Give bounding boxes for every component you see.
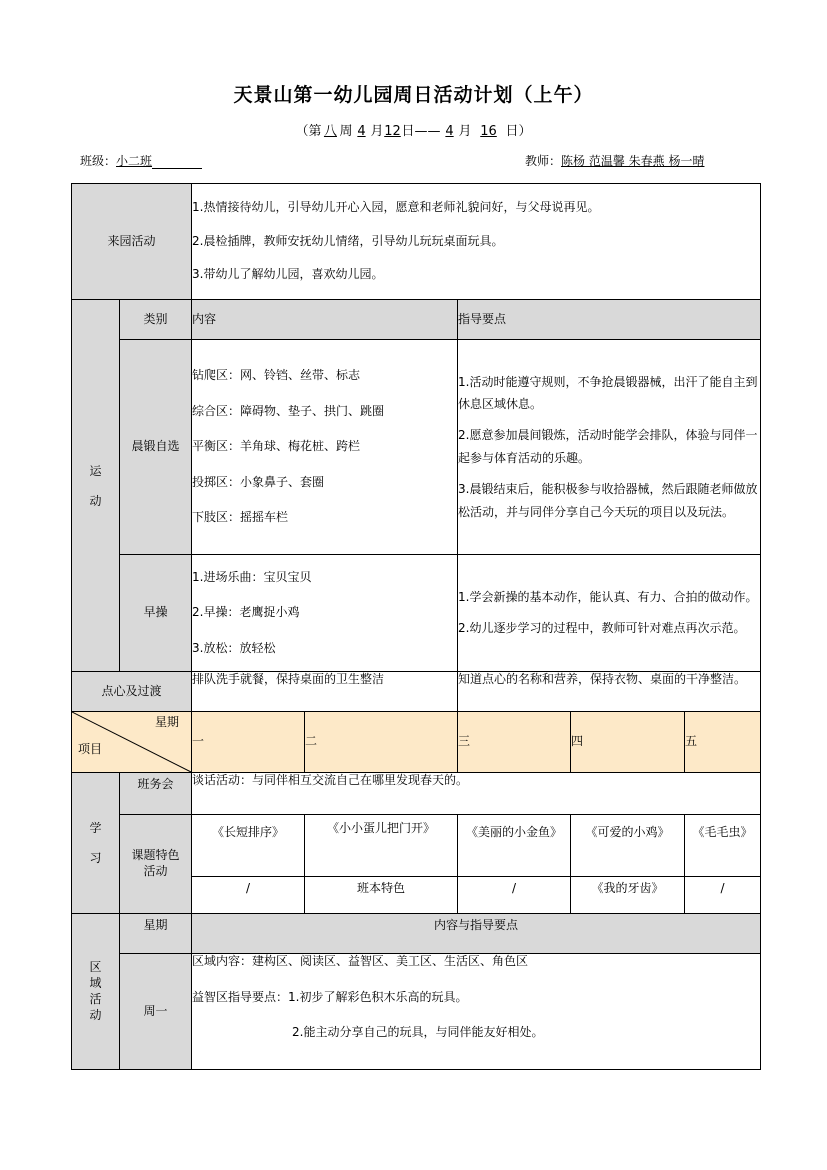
- zone-item: 平衡区：羊角球、梅花桩、跨栏: [192, 439, 361, 454]
- monday-label: 周一: [120, 954, 192, 1070]
- morning-exercise-label: 晨锻自选: [120, 340, 192, 555]
- snack-content: 排队洗手就餐，保持桌面的卫生整洁: [192, 672, 458, 712]
- teacher-info: [525, 152, 704, 169]
- class-label: 班级：: [80, 154, 117, 168]
- drill-item: 2.早操：老鹰捉小鸡: [192, 605, 300, 620]
- arrival-item: 1.热情接待幼儿，引导幼儿开心入园，愿意和老师礼貌问好，与父母说再见。: [192, 200, 600, 215]
- area-content-header: 内容与指导要点: [192, 914, 761, 954]
- class-underline: [152, 156, 202, 169]
- monday-content: [192, 954, 761, 1070]
- class-meeting-row: [72, 773, 761, 815]
- theme-topic: 《长短排序》: [192, 815, 305, 877]
- page-title: 天景山第一幼儿园周日活动计划（上午）: [233, 84, 594, 106]
- class-meeting-content: 谈话活动：与同伴相互交流自己在哪里发现春天的。: [192, 773, 761, 815]
- morning-exercise-points: [458, 340, 761, 555]
- area-line: 2.能主动分享自己的玩具，与同伴能友好相处。: [292, 1025, 544, 1040]
- theme-feature: /: [192, 877, 305, 914]
- theme-topic-row: [72, 815, 761, 877]
- morning-exercise-content: [192, 340, 458, 555]
- snack-row: [72, 672, 761, 712]
- sport-header-row: [72, 300, 761, 340]
- arrival-item: 3.带幼儿了解幼儿园，喜欢幼儿园。: [192, 267, 384, 282]
- week-header-row: [72, 712, 761, 773]
- end-month-suffix: 月: [458, 124, 472, 139]
- date-open: （第: [295, 124, 322, 139]
- theme-feature: /: [685, 877, 761, 914]
- area-line: 益智区指导要点：1.初步了解彩色积木乐高的玩具。: [192, 989, 468, 1004]
- class-info: [80, 152, 202, 169]
- day-header: 二: [305, 712, 458, 773]
- area-monday-row: [72, 954, 761, 1070]
- start-month-suffix: 月: [370, 124, 384, 139]
- theme-topic: 《美丽的小金鱼》: [458, 815, 571, 877]
- area-header-row: [72, 914, 761, 954]
- theme-topic: 《可爱的小鸡》: [571, 815, 685, 877]
- start-day-suffix: 日——: [401, 124, 441, 139]
- arrival-item: 2.晨检插牌，教师安抚幼儿情绪，引导幼儿玩玩桌面玩具。: [192, 233, 504, 248]
- day-header: 五: [685, 712, 761, 773]
- week-suffix: 周: [339, 124, 353, 139]
- item-label: 项目: [78, 742, 103, 757]
- day-header: 一: [192, 712, 305, 773]
- theme-feature: /: [458, 877, 571, 914]
- morning-drill-content: [192, 555, 458, 672]
- point-item: 1.学会新操的基本动作，能认真、有力、合拍的做动作。: [458, 590, 758, 605]
- theme-label: 课题特色活动: [120, 815, 192, 914]
- point-item: 3.晨锻结束后，能积极参与收拾器械，然后跟随老师做放松活动，并与同伴分享自己今天玩的项目以及玩法。: [458, 481, 758, 519]
- sport-group-label: [72, 300, 120, 672]
- zone-item: 投掷区：小象鼻子、套圈: [192, 474, 325, 489]
- arrival-row: [72, 184, 761, 300]
- theme-topic: 《小小蛋儿把门开》: [305, 815, 458, 877]
- sport-group-text: 运动: [89, 463, 102, 508]
- week-number: 八: [323, 124, 337, 139]
- area-group-label: [72, 914, 120, 1070]
- area-group-text: 区域活动: [89, 960, 102, 1023]
- point-item: 2.幼儿逐步学习的过程中，教师可针对难点再次示范。: [458, 621, 746, 635]
- zone-item: 下肢区：摇摇车栏: [192, 510, 289, 525]
- start-day: 12: [384, 124, 401, 139]
- class-meeting-label: 班务会: [120, 773, 192, 815]
- area-weekday-header: 星期: [120, 914, 192, 954]
- theme-feature: 《我的牙齿》: [571, 877, 685, 914]
- plan-table: [71, 183, 761, 1070]
- study-group-text: 学习: [89, 821, 102, 865]
- arrival-content: [192, 184, 761, 300]
- snack-points: 知道点心的名称和营养，保持衣物、桌面的干净整洁。: [458, 672, 761, 712]
- end-day-suffix: 日）: [505, 124, 532, 139]
- drill-item: 1.进场乐曲：宝贝宝贝: [192, 569, 312, 584]
- day-header: 三: [458, 712, 571, 773]
- drill-item: 3.放松：放轻松: [192, 640, 276, 655]
- morning-drill-row: [72, 555, 761, 672]
- weekday-label: 星期: [155, 715, 180, 729]
- category-header: 类别: [120, 300, 192, 340]
- class-value: 小二班: [116, 154, 153, 168]
- morning-drill-points: [458, 555, 761, 672]
- morning-drill-label: 早操: [120, 555, 192, 672]
- area-line: 区域内容：建构区、阅读区、益智区、美工区、生活区、角色区: [192, 954, 529, 968]
- point-item: 1.活动时能遵守规则，不争抢晨锻器械，出汗了能自主到休息区域休息。: [458, 374, 758, 412]
- morning-exercise-row: [72, 340, 761, 555]
- theme-topic: 《毛毛虫》: [685, 815, 761, 877]
- date-range: [0, 120, 827, 139]
- weekday-item-header: [72, 712, 192, 773]
- start-month: 4: [357, 124, 366, 139]
- teacher-label: 教师：: [525, 154, 562, 168]
- day-header: 四: [571, 712, 685, 773]
- point-item: 2.愿意参加晨间锻炼，活动时能学会排队，体验与同伴一起参与体育活动的乐趣。: [458, 428, 758, 465]
- end-month: 4: [445, 124, 454, 139]
- snack-label: 点心及过渡: [72, 672, 192, 712]
- zone-item: 钻爬区：网、铃铛、丝带、标志: [192, 368, 361, 383]
- points-header: 指导要点: [458, 300, 761, 340]
- zone-item: 综合区：障碍物、垫子、拱门、跳圈: [192, 403, 385, 418]
- end-day: 16: [480, 124, 497, 139]
- arrival-label: 来园活动: [72, 184, 192, 300]
- content-header: 内容: [192, 300, 458, 340]
- teacher-value: 陈杨 范温馨 朱春燕 杨一晴: [561, 154, 705, 168]
- theme-feature: 班本特色: [305, 877, 458, 914]
- study-group-label: [72, 773, 120, 914]
